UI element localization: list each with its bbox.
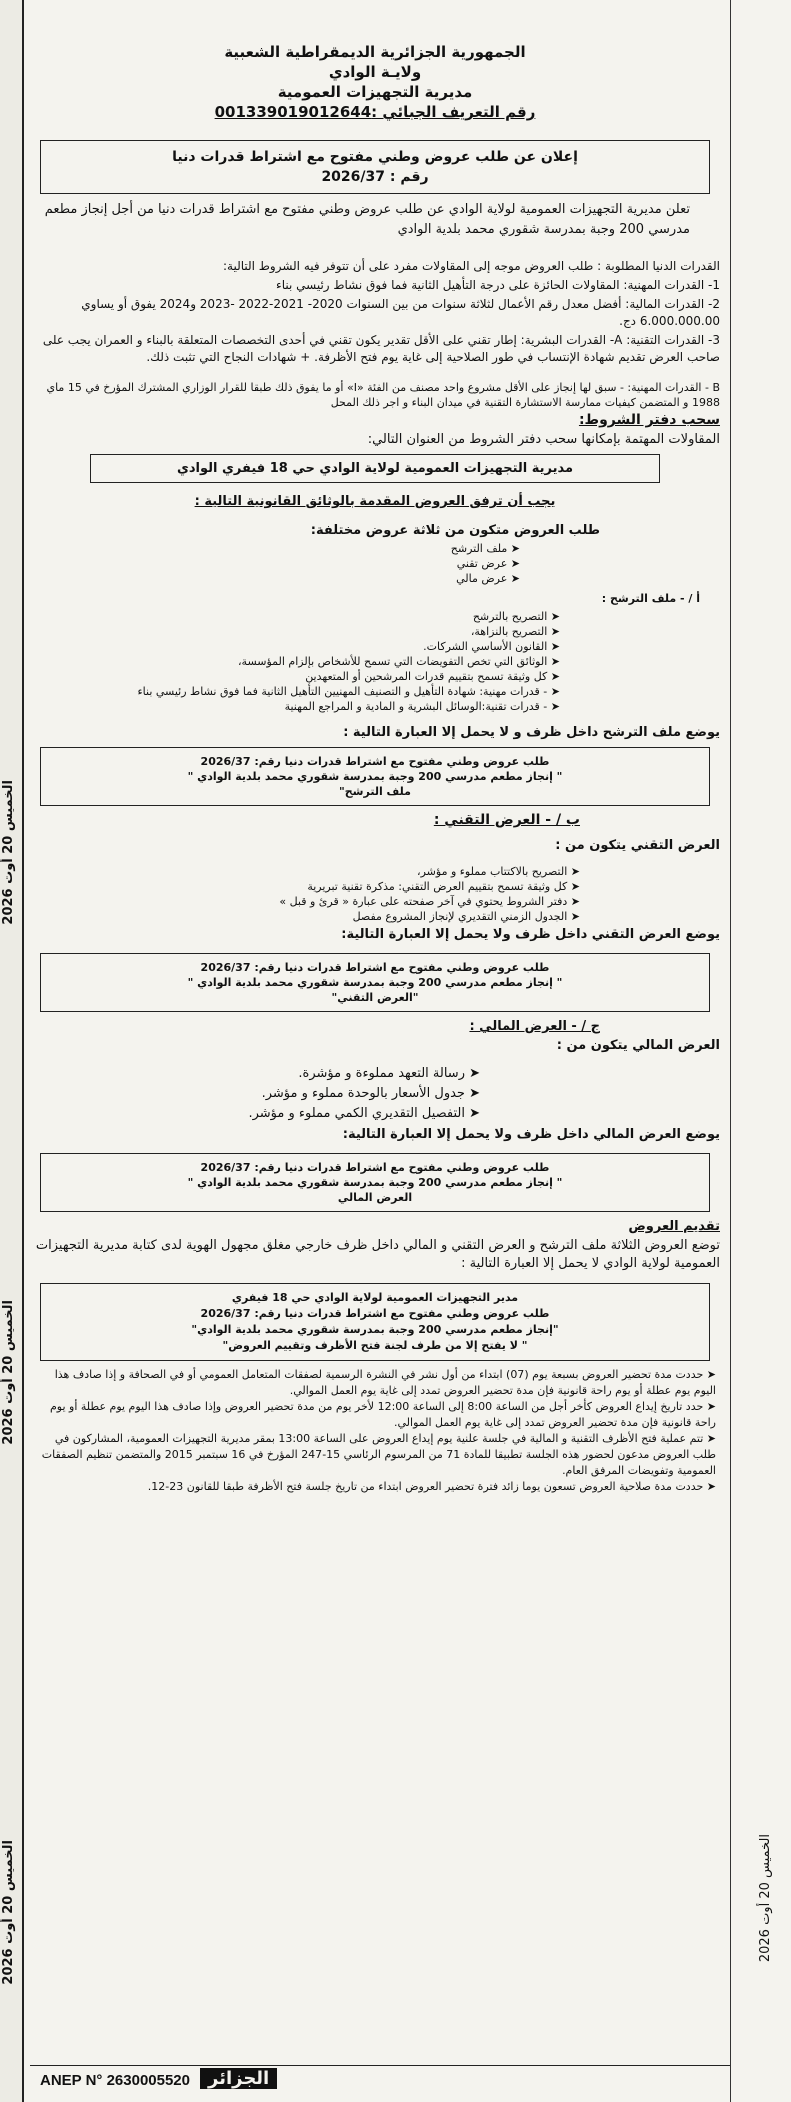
section-b-item: ➤ الجدول الزمني التقديري لإنجاز المشروع مفصل xyxy=(30,909,580,924)
capacities-lead: القدرات الدنيا المطلوبة : طلب العروض موجه إلى المقاولات مفرد على أن تتوفر فيه الشروط التالية: xyxy=(222,259,720,273)
section-b-item: ➤ دفتر الشروط يحتوي في آخر صفحته على عبارة « قرئ و قبل » xyxy=(30,894,580,909)
section-a-item: ➤ الوثائق التي تخص التفويضات التي تسمح للأشخاص بإلزام المؤسسة، xyxy=(30,654,560,669)
offer-item: ➤ عرض مالي xyxy=(30,571,520,586)
section-a-item: ➤ التصريح بالنزاهة، xyxy=(30,624,560,639)
section-a-envelope-note: يوضع ملف الترشح داخل ظرف و لا يحمل إلا العبارة التالية : xyxy=(343,725,720,740)
section-c-item: ➤ جدول الأسعار بالوحدة مملوء و مؤشر. xyxy=(30,1084,480,1104)
note-item: ➤ حددت مدة تحضير العروض بسبعة يوم (07) ابتداء من أول نشر في النشرة الرسمية لصفقات المتعامل العمومي أو في الصحافة و إذا صادف هذا اليوم يوم عطلة أو يوم راحة قانونية فإن مدة تحضير العروض تمدد إلى غاية يوم العمل الموالي. xyxy=(30,1367,716,1399)
section-b-lead: العرض التقني يتكون من : xyxy=(555,838,720,853)
notes-list xyxy=(30,1367,720,1495)
title-box xyxy=(40,140,710,194)
section-a-envelope-box xyxy=(40,747,710,806)
envelope-line: " إنجاز مطعم مدرسي 200 وجبة بمدرسة شقوري محمد بلدية الوادي " xyxy=(187,976,563,989)
right-margin-strip xyxy=(730,0,791,2102)
docs-heading: يجب أن ترفق العروض المقدمة بالوثائق القانونية التالية : xyxy=(194,494,556,509)
submission-text: توضع العروض الثلاثة ملف الترشح و العرض التقني و المالي داخل ظرف خارجي مغلق مجهول الهوية لدى كتابة مديرية التجهيزات العمومية لولاية الوادي لا يحمل إلا العبارة التالية : xyxy=(35,1238,720,1271)
submission-box xyxy=(40,1283,710,1361)
section-c-title: ج / - العرض المالي : xyxy=(469,1019,600,1034)
section-a-list xyxy=(30,609,720,714)
offers-heading: طلب العروض متكون من ثلاثة عروض مختلفة: xyxy=(310,523,600,538)
section-b-title: ب / - العرض التقني : xyxy=(433,812,580,828)
header-republic: الجمهورية الجزائرية الديمقراطية الشعبية xyxy=(224,43,526,61)
submission-line: "إنجاز مطعم مدرسي 200 وجبة بمدرسة شقوري محمد بلدية الوادي" xyxy=(191,1323,559,1336)
envelope-line: طلب عروض وطني مفتوح مع اشتراط قدرات دنيا رقم: 2026/37 xyxy=(200,961,550,974)
title-line: إعلان عن طلب عروض وطني مفتوح مع اشتراط قدرات دنيا xyxy=(172,149,578,165)
section-a-item: ➤ كل وثيقة تسمح بتقييم قدرات المرشحين أو المتعهدين xyxy=(30,669,560,684)
footer xyxy=(30,2065,730,2096)
title-number: رقم : 2026/37 xyxy=(321,169,429,185)
capacity-professional: 1- القدرات المهنية: المقاولات الحائزة على درجة التأهيل الثانية فما فوق نشاط رئيسي بناء xyxy=(276,278,720,292)
header-wilaya: ولايـة الوادي xyxy=(328,63,422,81)
submission-line: مدير التجهيزات العمومية لولاية الوادي حي 18 فيفري xyxy=(231,1291,519,1304)
note-item: ➤ حددت مدة صلاحية العروض تسعون يوما زائد فترة تحضير العروض ابتداء من تاريخ جلسة فتح الأظرفة طبقا للقانون 23-12. xyxy=(30,1479,716,1495)
left-date-1: الخميس 20 أوت 2026 xyxy=(1,780,16,925)
envelope-line: " إنجاز مطعم مدرسي 200 وجبة بمدرسة شقوري محمد بلدية الوادي " xyxy=(187,770,563,783)
withdraw-text: المقاولات المهتمة بإمكانها سحب دفتر الشروط من العنوان التالي: xyxy=(367,432,720,447)
section-c-envelope-note: يوضع العرض المالي داخل ظرف ولا يحمل إلا العبارة التالية: xyxy=(342,1127,720,1142)
section-b-envelope-box xyxy=(40,953,710,1012)
offer-item: ➤ عرض تقني xyxy=(30,556,520,571)
left-date-2: الخميس 20 أوت 2026 xyxy=(1,1300,16,1445)
envelope-line: "العرض التقني" xyxy=(331,991,419,1004)
section-c-lead: العرض المالي يتكون من : xyxy=(556,1038,720,1053)
section-a-item: ➤ - قدرات مهنية: شهادة التأهيل و التصنيف المهنيين التأهيل الثانية فما فوق نشاط رئيسي بناء xyxy=(30,684,560,699)
envelope-line: العرض المالي xyxy=(337,1191,413,1204)
envelope-line: " إنجاز مطعم مدرسي 200 وجبة بمدرسة شقوري محمد بلدية الوادي " xyxy=(187,1176,563,1189)
capacity-financial: 2- القدرات المالية: أفضل معدل رقم الأعمال لثلاثة سنوات من بين السنوات 2020- 2021-2022 -2023 و2024 يفوق أو يساوي 6.000.000.00 دج. xyxy=(81,297,720,328)
offer-list xyxy=(30,541,720,586)
note-item: ➤ حدد تاريخ إيداع العروض كأخر أجل من الساعة 8:00 إلى الساعة 12:00 لأخر يوم من مدة تحضير العروض وإذا صادف هذا اليوم يوم عطلة أو يوم راحة قانونية فإن مدة تحضير العروض تمدد إلى غاية يوم العمل الموالي. xyxy=(30,1399,716,1431)
capacity-references: B - القدرات المهنية: - سبق لها إنجاز على الأقل مشروع واحد مصنف من الفئة «I» أو ما يفوق ذلك طبقا للقرار الوزاري المشترك المؤرخ في 15 ماي 1988 و المتضمن كيفيات ممارسة الاستشارة التقنية في ميدان البناء و اجر ذلك المحل xyxy=(46,381,720,409)
withdraw-address-box: مديرية التجهيزات العمومية لولاية الوادي حي 18 فيفري الوادي xyxy=(90,454,660,483)
note-item: ➤ تتم عملية فتح الأظرف التقنية و المالية في جلسة علنية يوم إيداع العروض على الساعة 13:00 بمقر مديرية التجهيزات العمومية، المشاركون في طلب العروض مدعون لحضور هذه الجلسة تطبيقا للمادة 71 من المرسوم الرئاسي 15-247 المؤرخ في 16 سبتمبر 2015 والمتضمن تنظيم الصفقات العمومية وتفويضات المرفق العام. xyxy=(30,1431,716,1479)
envelope-line: طلب عروض وطني مفتوح مع اشتراط قدرات دنيا رقم: 2026/37 xyxy=(200,1161,550,1174)
envelope-line: ملف الترشح" xyxy=(339,785,411,798)
section-a-item: ➤ التصريح بالترشح xyxy=(30,609,560,624)
anep-number: ANEP N° 2630005520 xyxy=(40,2072,190,2089)
section-a-item: ➤ - قدرات تقنية:الوسائل البشرية و المادية و المراجع المهنية xyxy=(30,699,560,714)
section-c-item: ➤ رسالة التعهد مملوءة و مؤشرة. xyxy=(30,1064,480,1084)
submission-line: " لا يفتح إلا من طرف لجنة فتح الأظرف وتقييم العروض" xyxy=(222,1339,528,1352)
submission-line: طلب عروض وطني مفتوح مع اشتراط قدرات دنيا رقم: 2026/37 xyxy=(200,1307,550,1320)
section-b-item: ➤ التصريح بالاكتتاب مملوء و مؤشر، xyxy=(30,864,580,879)
offer-item: ➤ ملف الترشح xyxy=(30,541,520,556)
capacity-technical: 3- القدرات التقنية: A- القدرات البشرية: إطار تقني على الأقل تقدير يكون تقني في أحدى التخصصات المتعلقة بالبناء و العمران يجب على صاحب العرض تقديم شهادة الإنتساب في طور الصلاحية إلى غاية يوم فتح الأظرفة. + شهادات النجاح التي تثبت ذلك. xyxy=(42,333,720,364)
left-date-3: الخميس 20 أوت 2026 xyxy=(1,1840,16,1985)
announcement xyxy=(30,0,720,1497)
right-date: الخميس 20 أوت 2026 xyxy=(758,1833,773,1962)
section-c-item: ➤ التفصيل التقديري الكمي مملوء و مؤشر. xyxy=(30,1104,480,1124)
submission-title: تقديم العروض xyxy=(628,1219,720,1234)
section-b-list xyxy=(30,864,720,924)
header-directorate: مديرية التجهيزات العمومية xyxy=(277,83,473,101)
section-c-envelope-box xyxy=(40,1153,710,1212)
newspaper-logo: الجزائر xyxy=(200,2068,277,2089)
left-margin-strip xyxy=(0,0,24,2102)
section-a-title: أ / - ملف الترشح : xyxy=(601,592,700,605)
section-b-envelope-note: يوضع العرض التقني داخل ظرف ولا يحمل إلا العبارة التالية: xyxy=(341,927,720,942)
withdraw-heading: سحب دفتر الشروط: xyxy=(578,412,720,428)
intro-text: تعلن مديرية التجهيزات العمومية لولاية الوادي عن طلب عروض وطني مفتوح مع اشتراط قدرات دنيا من أجل إنجاز مطعم مدرسي 200 وجبة بمدرسة شقوري محمد بلدية الوادي xyxy=(44,202,690,237)
header-tax-id: رقم التعريف الجبائي :001339019012644 xyxy=(214,103,536,121)
section-a-item: ➤ القانون الأساسي الشركات. xyxy=(30,639,560,654)
section-b-item: ➤ كل وثيقة تسمح بتقييم العرض التقني: مذكرة تقنية تبريرية xyxy=(30,879,580,894)
section-c-list xyxy=(30,1064,720,1124)
envelope-line: طلب عروض وطني مفتوح مع اشتراط قدرات دنيا رقم: 2026/37 xyxy=(200,755,550,768)
